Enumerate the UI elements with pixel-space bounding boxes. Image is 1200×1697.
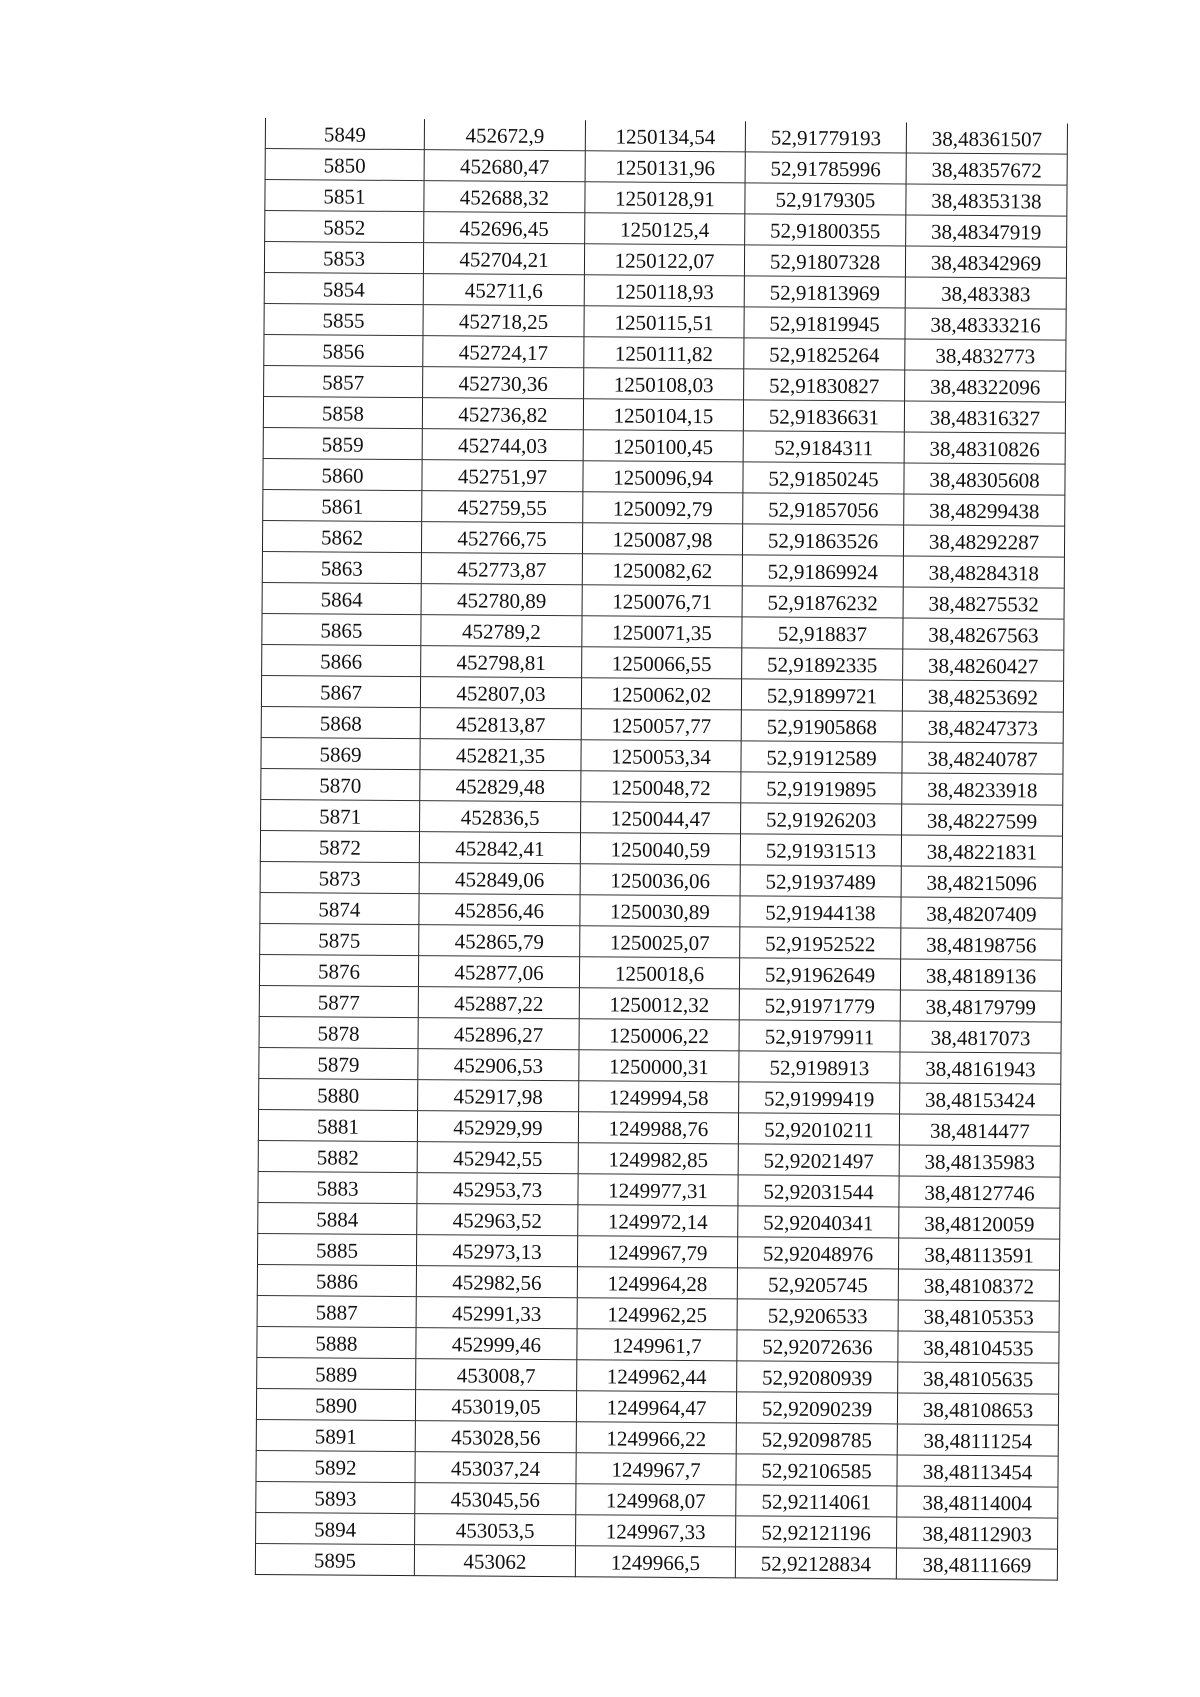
y-coordinate-cell: 1250108,03 [584, 368, 744, 400]
y-coordinate-cell: 1250111,82 [584, 337, 744, 369]
x-coordinate-cell: 452704,21 [423, 243, 584, 275]
latitude-cell: 52,9179305 [745, 183, 906, 215]
y-coordinate-cell: 1250053,34 [581, 740, 741, 772]
x-coordinate-cell: 453062 [414, 1545, 575, 1577]
y-coordinate-cell: 1249966,5 [575, 1546, 735, 1578]
point-number-cell: 5875 [260, 923, 419, 955]
y-coordinate-cell: 1250122,07 [584, 244, 744, 276]
y-coordinate-cell: 1250071,35 [582, 616, 742, 648]
point-number-cell: 5873 [260, 861, 419, 893]
y-coordinate-cell: 1250048,72 [581, 771, 741, 803]
latitude-cell: 52,92098785 [736, 1423, 897, 1455]
point-number-cell: 5889 [257, 1357, 416, 1389]
y-coordinate-cell: 1249994,58 [579, 1081, 739, 1113]
y-coordinate-cell: 1250134,54 [585, 120, 745, 152]
point-number-cell: 5861 [263, 489, 422, 521]
point-number-cell: 5878 [259, 1016, 418, 1048]
x-coordinate-cell: 452942,55 [417, 1142, 578, 1174]
y-coordinate-cell: 1249967,33 [576, 1515, 736, 1547]
longitude-cell: 38,48215096 [901, 866, 1062, 898]
x-coordinate-cell: 452877,06 [418, 956, 579, 988]
longitude-cell: 38,48260427 [903, 649, 1064, 681]
longitude-cell: 38,48361507 [906, 122, 1067, 154]
x-coordinate-cell: 452773,87 [421, 553, 582, 585]
latitude-cell: 52,91937489 [740, 865, 901, 897]
y-coordinate-cell: 1250087,98 [582, 523, 742, 555]
latitude-cell: 52,92021497 [738, 1144, 899, 1176]
x-coordinate-cell: 452807,03 [420, 677, 581, 709]
longitude-cell: 38,48357672 [906, 153, 1067, 185]
latitude-cell: 52,92128834 [735, 1547, 896, 1579]
longitude-cell: 38,4814477 [899, 1114, 1060, 1146]
longitude-cell: 38,48113454 [897, 1455, 1058, 1487]
longitude-cell: 38,48114004 [897, 1486, 1058, 1518]
longitude-cell: 38,48111669 [896, 1548, 1057, 1580]
longitude-cell: 38,48275532 [903, 587, 1064, 619]
longitude-cell: 38,483383 [905, 277, 1066, 309]
y-coordinate-cell: 1250062,02 [581, 678, 741, 710]
latitude-cell: 52,91899721 [741, 679, 902, 711]
point-number-cell: 5851 [265, 180, 424, 212]
x-coordinate-cell: 452789,2 [421, 615, 582, 647]
point-number-cell: 5872 [260, 830, 419, 862]
point-number-cell: 5856 [264, 334, 423, 366]
y-coordinate-cell: 1249964,28 [577, 1267, 737, 1299]
latitude-cell: 52,91779193 [745, 121, 906, 153]
point-number-cell: 5865 [262, 613, 421, 645]
point-number-cell: 5870 [261, 768, 420, 800]
point-number-cell: 5874 [260, 892, 419, 924]
point-number-cell: 5876 [259, 954, 418, 986]
point-number-cell: 5891 [256, 1419, 415, 1451]
x-coordinate-cell: 452798,81 [421, 646, 582, 678]
longitude-cell: 38,4817073 [900, 1021, 1061, 1053]
longitude-cell: 38,48111254 [897, 1424, 1058, 1456]
x-coordinate-cell: 452887,22 [418, 987, 579, 1019]
point-number-cell: 5854 [264, 272, 423, 304]
x-coordinate-cell: 452759,55 [422, 491, 583, 523]
x-coordinate-cell: 452865,79 [419, 925, 580, 957]
x-coordinate-cell: 453028,56 [415, 1421, 576, 1453]
latitude-cell: 52,92072636 [737, 1330, 898, 1362]
point-number-cell: 5849 [265, 118, 424, 150]
latitude-cell: 52,92114061 [736, 1485, 897, 1517]
latitude-cell: 52,91813969 [744, 276, 905, 308]
x-coordinate-cell: 452963,52 [417, 1204, 578, 1236]
longitude-cell: 38,48333216 [905, 308, 1066, 340]
latitude-cell: 52,91999419 [739, 1082, 900, 1114]
point-number-cell: 5860 [263, 458, 422, 490]
longitude-cell: 38,48247373 [902, 711, 1063, 743]
x-coordinate-cell: 452688,32 [424, 181, 585, 213]
y-coordinate-cell: 1250030,89 [580, 895, 740, 927]
point-number-cell: 5867 [261, 675, 420, 707]
x-coordinate-cell: 452736,82 [422, 398, 583, 430]
x-coordinate-cell: 452929,99 [417, 1111, 578, 1143]
x-coordinate-cell: 452680,47 [424, 150, 585, 182]
table-row [255, 1543, 1057, 1580]
x-coordinate-cell: 453019,05 [415, 1390, 576, 1422]
y-coordinate-cell: 1250057,77 [581, 709, 741, 741]
y-coordinate-cell: 1250115,51 [584, 306, 744, 338]
x-coordinate-cell: 452849,06 [419, 863, 580, 895]
longitude-cell: 38,48316327 [904, 401, 1065, 433]
y-coordinate-cell: 1250025,07 [580, 926, 740, 958]
longitude-cell: 38,48353138 [906, 184, 1067, 216]
point-number-cell: 5877 [259, 985, 418, 1017]
point-number-cell: 5895 [255, 1543, 414, 1575]
y-coordinate-cell: 1249977,31 [578, 1174, 738, 1206]
x-coordinate-cell: 452829,48 [420, 770, 581, 802]
y-coordinate-cell: 1250128,91 [585, 182, 745, 214]
x-coordinate-cell: 452953,73 [417, 1173, 578, 1205]
longitude-cell: 38,48322096 [905, 370, 1066, 402]
latitude-cell: 52,91912589 [741, 741, 902, 773]
x-coordinate-cell: 453008,7 [416, 1359, 577, 1391]
longitude-cell: 38,48112903 [897, 1517, 1058, 1549]
y-coordinate-cell: 1249968,07 [576, 1484, 736, 1516]
longitude-cell: 38,48127746 [899, 1176, 1060, 1208]
longitude-cell: 38,48120059 [899, 1207, 1060, 1239]
longitude-cell: 38,48267563 [903, 618, 1064, 650]
latitude-cell: 52,92080939 [737, 1361, 898, 1393]
y-coordinate-cell: 1249964,47 [576, 1391, 736, 1423]
y-coordinate-cell: 1249962,25 [577, 1298, 737, 1330]
x-coordinate-cell: 452696,45 [424, 212, 585, 244]
latitude-cell: 52,91830827 [744, 369, 905, 401]
point-number-cell: 5886 [257, 1264, 416, 1296]
latitude-cell: 52,92048976 [737, 1237, 898, 1269]
x-coordinate-cell: 452821,35 [420, 739, 581, 771]
longitude-cell: 38,48221831 [901, 835, 1062, 867]
y-coordinate-cell: 1250006,22 [579, 1019, 739, 1051]
latitude-cell: 52,91952522 [740, 927, 901, 959]
longitude-cell: 38,48305608 [904, 463, 1065, 495]
y-coordinate-cell: 1249988,76 [578, 1112, 738, 1144]
x-coordinate-cell: 452917,98 [418, 1080, 579, 1112]
point-number-cell: 5850 [265, 149, 424, 181]
x-coordinate-cell: 452718,25 [423, 305, 584, 337]
point-number-cell: 5857 [264, 365, 423, 397]
latitude-cell: 52,91825264 [744, 338, 905, 370]
longitude-cell: 38,48135983 [899, 1145, 1060, 1177]
y-coordinate-cell: 1249967,7 [576, 1453, 736, 1485]
x-coordinate-cell: 453045,56 [415, 1483, 576, 1515]
latitude-cell: 52,91926203 [741, 803, 902, 835]
y-coordinate-cell: 1249982,85 [578, 1143, 738, 1175]
latitude-cell: 52,91905868 [741, 710, 902, 742]
point-number-cell: 5893 [256, 1481, 415, 1513]
longitude-cell: 38,48153424 [900, 1083, 1061, 1115]
y-coordinate-cell: 1250100,45 [583, 430, 743, 462]
y-coordinate-cell: 1250125,4 [585, 213, 745, 245]
point-number-cell: 5858 [263, 396, 422, 428]
point-number-cell: 5862 [262, 520, 421, 552]
y-coordinate-cell: 1250000,31 [579, 1050, 739, 1082]
longitude-cell: 38,48299438 [904, 494, 1065, 526]
x-coordinate-cell: 452982,56 [416, 1266, 577, 1298]
latitude-cell: 52,91857056 [743, 493, 904, 525]
longitude-cell: 38,48179799 [900, 990, 1061, 1022]
latitude-cell: 52,91962649 [739, 958, 900, 990]
point-number-cell: 5869 [261, 737, 420, 769]
point-number-cell: 5866 [262, 644, 421, 676]
longitude-cell: 38,48108372 [898, 1269, 1059, 1301]
longitude-cell: 38,48310826 [904, 432, 1065, 464]
y-coordinate-cell: 1250018,6 [579, 957, 739, 989]
latitude-cell: 52,9205745 [737, 1268, 898, 1300]
y-coordinate-cell: 1250082,62 [582, 554, 742, 586]
y-coordinate-cell: 1250040,59 [580, 833, 740, 865]
point-number-cell: 5880 [259, 1078, 418, 1110]
point-number-cell: 5879 [259, 1047, 418, 1079]
x-coordinate-cell: 452724,17 [423, 336, 584, 368]
y-coordinate-cell: 1250012,32 [579, 988, 739, 1020]
x-coordinate-cell: 452842,41 [419, 832, 580, 864]
point-number-cell: 5881 [258, 1109, 417, 1141]
longitude-cell: 38,48105635 [898, 1362, 1059, 1394]
latitude-cell: 52,91944138 [740, 896, 901, 928]
latitude-cell: 52,91869924 [742, 555, 903, 587]
latitude-cell: 52,91850245 [743, 462, 904, 494]
latitude-cell: 52,9184311 [743, 431, 904, 463]
point-number-cell: 5884 [258, 1202, 417, 1234]
x-coordinate-cell: 452780,89 [421, 584, 582, 616]
y-coordinate-cell: 1250044,47 [581, 802, 741, 834]
y-coordinate-cell: 1249972,14 [578, 1205, 738, 1237]
point-number-cell: 5888 [257, 1326, 416, 1358]
longitude-cell: 38,48292287 [903, 525, 1064, 557]
latitude-cell: 52,91785996 [745, 152, 906, 184]
longitude-cell: 38,48207409 [901, 897, 1062, 929]
longitude-cell: 38,48108653 [897, 1393, 1058, 1425]
point-number-cell: 5885 [257, 1233, 416, 1265]
latitude-cell: 52,9198913 [739, 1051, 900, 1083]
x-coordinate-cell: 453037,24 [415, 1452, 576, 1484]
y-coordinate-cell: 1250092,79 [583, 492, 743, 524]
latitude-cell: 52,91931513 [740, 834, 901, 866]
point-number-cell: 5859 [263, 427, 422, 459]
latitude-cell: 52,91807328 [744, 245, 905, 277]
y-coordinate-cell: 1250066,55 [582, 647, 742, 679]
coordinates-table [255, 118, 1068, 1581]
longitude-cell: 38,48227599 [902, 804, 1063, 836]
longitude-cell: 38,48347919 [906, 215, 1067, 247]
point-number-cell: 5868 [261, 706, 420, 738]
point-number-cell: 5882 [258, 1140, 417, 1172]
x-coordinate-cell: 452896,27 [418, 1018, 579, 1050]
x-coordinate-cell: 452744,03 [422, 429, 583, 461]
latitude-cell: 52,92031544 [738, 1175, 899, 1207]
longitude-cell: 38,48113591 [898, 1238, 1059, 1270]
latitude-cell: 52,92090239 [736, 1392, 897, 1424]
point-number-cell: 5855 [264, 303, 423, 335]
point-number-cell: 5853 [264, 242, 423, 274]
x-coordinate-cell: 452999,46 [416, 1328, 577, 1360]
latitude-cell: 52,91876232 [742, 586, 903, 618]
x-coordinate-cell: 452766,75 [421, 522, 582, 554]
x-coordinate-cell: 452751,97 [422, 460, 583, 492]
point-number-cell: 5871 [261, 799, 420, 831]
x-coordinate-cell: 452730,36 [423, 367, 584, 399]
x-coordinate-cell: 452991,33 [416, 1297, 577, 1329]
longitude-cell: 38,48240787 [902, 742, 1063, 774]
coordinates-table-body [255, 118, 1067, 1580]
y-coordinate-cell: 1249962,44 [577, 1360, 737, 1392]
x-coordinate-cell: 452711,6 [423, 274, 584, 306]
latitude-cell: 52,92106585 [736, 1454, 897, 1486]
x-coordinate-cell: 452973,13 [416, 1235, 577, 1267]
latitude-cell: 52,92121196 [736, 1516, 897, 1548]
longitude-cell: 38,48233918 [902, 773, 1063, 805]
point-number-cell: 5890 [256, 1388, 415, 1420]
y-coordinate-cell: 1250096,94 [583, 461, 743, 493]
longitude-cell: 38,48342969 [905, 246, 1066, 278]
latitude-cell: 52,91919895 [741, 772, 902, 804]
longitude-cell: 38,48104535 [898, 1331, 1059, 1363]
y-coordinate-cell: 1250036,06 [580, 864, 740, 896]
y-coordinate-cell: 1249966,22 [576, 1422, 736, 1454]
latitude-cell: 52,918837 [742, 617, 903, 649]
x-coordinate-cell: 452856,46 [419, 894, 580, 926]
point-number-cell: 5864 [262, 582, 421, 614]
latitude-cell: 52,91800355 [745, 214, 906, 246]
longitude-cell: 38,4832773 [905, 339, 1066, 371]
point-number-cell: 5894 [256, 1512, 415, 1544]
x-coordinate-cell: 453053,5 [415, 1514, 576, 1546]
longitude-cell: 38,48198756 [901, 928, 1062, 960]
y-coordinate-cell: 1249961,7 [577, 1329, 737, 1361]
latitude-cell: 52,91892335 [742, 648, 903, 680]
x-coordinate-cell: 452672,9 [424, 119, 585, 151]
y-coordinate-cell: 1250118,93 [584, 275, 744, 307]
latitude-cell: 52,92010211 [738, 1113, 899, 1145]
latitude-cell: 52,91863526 [742, 524, 903, 556]
longitude-cell: 38,48161943 [900, 1052, 1061, 1084]
latitude-cell: 52,9206533 [737, 1299, 898, 1331]
longitude-cell: 38,48105353 [898, 1300, 1059, 1332]
latitude-cell: 52,91819945 [744, 307, 905, 339]
latitude-cell: 52,92040341 [738, 1206, 899, 1238]
longitude-cell: 38,48189136 [900, 959, 1061, 991]
x-coordinate-cell: 452836,5 [420, 801, 581, 833]
latitude-cell: 52,91979911 [739, 1020, 900, 1052]
x-coordinate-cell: 452813,87 [420, 708, 581, 740]
latitude-cell: 52,91971779 [739, 989, 900, 1021]
point-number-cell: 5863 [262, 551, 421, 583]
latitude-cell: 52,91836631 [743, 400, 904, 432]
point-number-cell: 5892 [256, 1450, 415, 1482]
y-coordinate-cell: 1250104,15 [583, 399, 743, 431]
point-number-cell: 5852 [265, 211, 424, 243]
y-coordinate-cell: 1250131,96 [585, 151, 745, 183]
point-number-cell: 5883 [258, 1171, 417, 1203]
longitude-cell: 38,48284318 [903, 556, 1064, 588]
longitude-cell: 38,48253692 [902, 680, 1063, 712]
y-coordinate-cell: 1250076,71 [582, 585, 742, 617]
y-coordinate-cell: 1249967,79 [577, 1236, 737, 1268]
x-coordinate-cell: 452906,53 [418, 1049, 579, 1081]
point-number-cell: 5887 [257, 1295, 416, 1327]
